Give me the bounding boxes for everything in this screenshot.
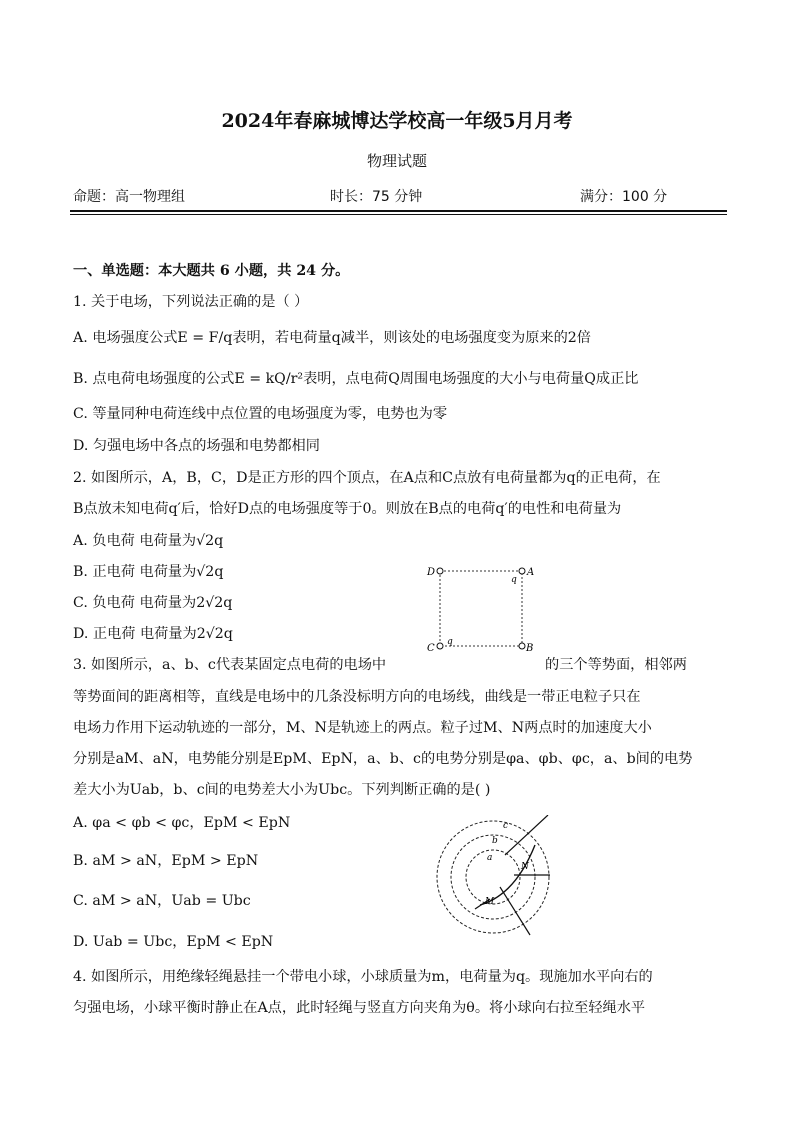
label-b: B [526,643,534,654]
q3-stem-line5: 差大小为Uab，b、c间的电势差大小为Ubc。下列判断正确的是( ) [73,782,491,798]
label-m: M [485,897,495,907]
q1-stem: 1. 关于电场，下列说法正确的是（ ） [73,294,309,310]
q2-option-a: A. 负电荷 电荷量为√2q [73,533,224,549]
score-info: 满分：100 分 [580,189,668,205]
q3-stem-line1b: 的三个等势面，相邻两 [545,657,687,673]
q3-stem-line1a: 3. 如图所示，a、b、c代表某固定点电荷的电场中 [73,657,387,673]
label-q-top: q [511,575,517,585]
q3-stem-line2: 等势面间的距离相等，直线是电场中的几条没标明方向的电场线，曲线是一带正电粒子只在 [73,689,641,705]
q3-option-b: B. aM > aN，EpM > EpN [73,853,259,869]
author-info: 命题：高一物理组 [73,189,185,205]
q2-option-d: D. 正电荷 电荷量为2√2q [73,626,233,642]
equipotential-diagram [430,815,560,940]
q3-stem-line4: 分别是aM、aN，电势能分别是EpM、EpN，a、b、c的电势分别是φa、φb、φc，a、b间的电势 [73,751,693,767]
section-heading: 一、单选题：本大题共 6 小题，共 24 分。 [73,263,350,279]
label-a: a [487,853,493,863]
q2-stem-line2: B点放未知电荷q′后，恰好D点的电场强度等于0。则放在B点的电荷q′的电性和电荷量为 [73,501,622,517]
duration-info: 时长：75 分钟 [330,189,423,205]
q3-option-c: C. aM > aN，Uab = Ubc [73,893,251,909]
label-c: C [427,643,435,654]
header-rule-thin [70,214,727,215]
label-b: b [492,836,498,846]
label-q-bottom: q [447,637,453,647]
label-n: N [521,862,529,872]
square-charges-diagram [425,560,540,655]
q4-stem-line1: 4. 如图所示，用绝缘轻绳悬挂一个带电小球，小球质量为m，电荷量为q。现施加水平向右的 [73,969,653,985]
header-rule-thick [70,210,727,212]
q1-option-a: A. 电场强度公式E = F/q表明，若电荷量q减半，则该处的电场强度变为原来的2倍 [73,330,591,346]
q1-option-d: D. 匀强电场中各点的场强和电势都相同 [73,438,320,454]
q3-stem-line3: 电场力作用下运动轨迹的一部分，M、N是轨迹上的两点。粒子过M、N两点时的加速度大小 [73,720,652,736]
exam-title: 2024年春麻城博达学校高一年级5月月考 [221,110,573,132]
q1-option-b: B. 点电荷电场强度的公式E = kQ/r²表明，点电荷Q周围电场强度的大小与电荷量Q成正比 [73,371,639,387]
label-c: c [503,821,509,831]
label-a: A [527,567,535,578]
q2-option-c: C. 负电荷 电荷量为2√2q [73,595,233,611]
q4-stem-line2: 匀强电场，小球平衡时静止在A点，此时轻绳与竖直方向夹角为θ。将小球向右拉至轻绳水平 [73,1000,646,1016]
q1-option-c: C. 等量同种电荷连线中点位置的电场强度为零，电势也为零 [73,406,448,422]
exam-subtitle: 物理试题 [366,152,427,170]
label-d: D [427,567,436,578]
q2-stem-line1: 2. 如图所示，A，B，C，D是正方形的四个顶点，在A点和C点放有电荷量都为q的正电荷，在 [73,470,661,486]
q3-option-d: D. Uab = Ubc，EpM < EpN [73,934,274,950]
q3-option-a: A. φa < φb < φc，EpM < EpN [73,815,291,831]
q2-option-b: B. 正电荷 电荷量为√2q [73,564,224,580]
